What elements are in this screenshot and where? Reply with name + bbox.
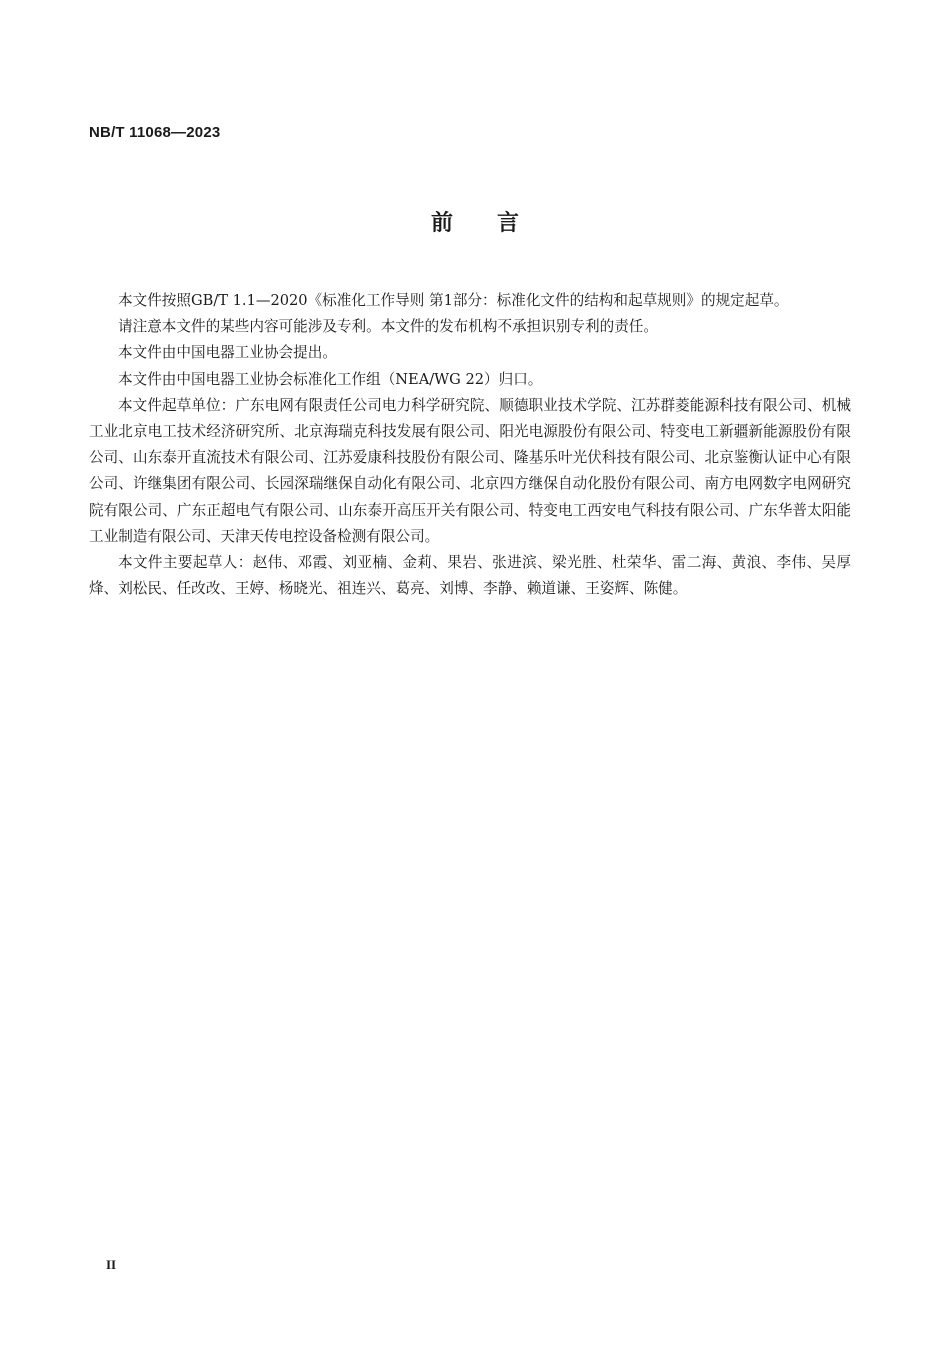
- document-number: NB/T 11068—2023: [89, 124, 221, 141]
- page-title: [0, 206, 950, 237]
- paragraph-centralized-unit: 本文件由中国电器工业协会标准化工作组（NEA/WG 22）归口。: [118, 370, 543, 388]
- page-title-char-2: 言: [497, 211, 520, 236]
- page-number: II: [106, 1257, 117, 1272]
- paragraph-drafting-units: 本文件起草单位：广东电网有限责任公司电力科学研究院、顺德职业技术学院、江苏群菱能源科技有限公司、机械工业北京电工技术经济研究所、北京海瑞克科技发展有限公司、阳光电源股份有限公司、特变电工新疆新能源股份有限公司、山东泰开直流技术有限公司、江苏爱康科技股份有限公司、隆基乐叶光伏科技有限公司、北京鉴衡认证中心有限公司、许继集团有限公司、长园深瑞继保自动化有限公司、北京四方继保自动化股份有限公司、南方电网数字电网研究院有限公司、广东正超电气有限公司、山东泰开高压开关有限公司、特变电工西安电气科技有限公司、广东华普太阳能工业制造有限公司、天津天传电控设备检测有限公司。: [89, 396, 851, 545]
- page-title-char-1: 前: [430, 211, 453, 236]
- foreword-body: [89, 288, 851, 602]
- paragraph-proposer: 本文件由中国电器工业协会提出。: [118, 344, 337, 362]
- paragraph-main-drafters: 本文件主要起草人：赵伟、邓霞、刘亚楠、金莉、果岩、张进滨、梁光胜、杜荣华、雷二海、黄浪、李伟、吴厚烽、刘松民、任改改、王婷、杨晓光、祖连兴、葛亮、刘博、李静、赖道谦、王姿辉、陈健。: [89, 554, 851, 598]
- paragraph-patent-notice: 请注意本文件的某些内容可能涉及专利。本文件的发布机构不承担识别专利的责任。: [118, 318, 658, 336]
- paragraph-drafting-rules: 本文件按照GB/T 1.1—2020《标准化工作导则 第1部分：标准化文件的结构和起草规则》的规定起草。: [118, 292, 789, 309]
